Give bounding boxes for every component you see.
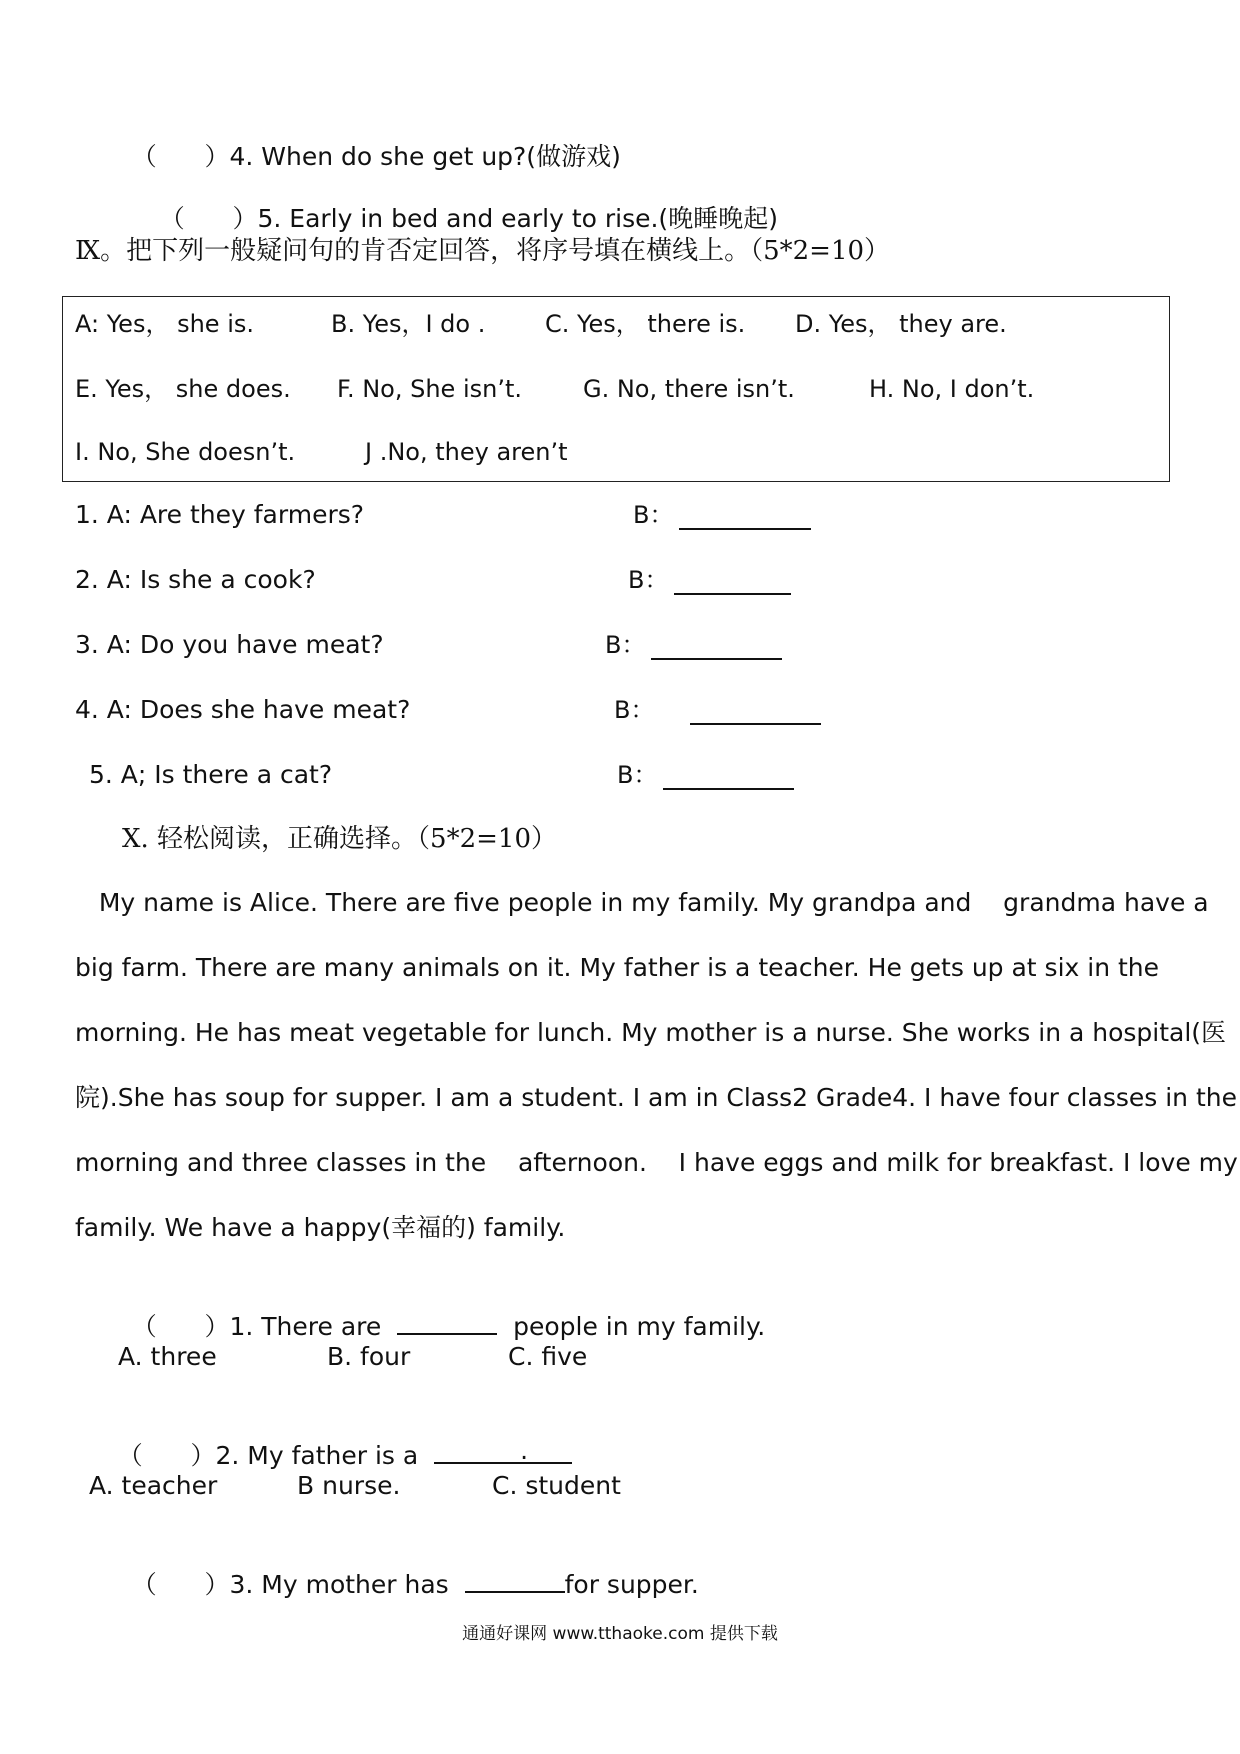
- option-c: C. Yes， there is.: [545, 310, 746, 338]
- option-g: G. No, there isn’t.: [583, 375, 795, 403]
- qa-b-label-2: B：: [628, 566, 669, 594]
- answer-paren: （ ）: [159, 204, 258, 233]
- question-text: 4. When do she get up?(做游戏): [229, 142, 621, 171]
- option-e: E. Yes， she does.: [75, 375, 291, 403]
- passage-line: family. We have a happy(幸福的) family.: [75, 1213, 566, 1242]
- fill-blank[interactable]: [465, 1569, 565, 1593]
- q1-option-a: A. three: [118, 1342, 217, 1371]
- question-text: 5. Early in bed and early to rise.(晚睡晚起): [257, 204, 778, 233]
- qa-answer-line-4[interactable]: [690, 723, 821, 725]
- passage-line: big farm. There are many animals on it. My father is a teacher. He gets up at six in the: [75, 953, 1160, 982]
- q1-option-c: C. five: [508, 1342, 588, 1371]
- fill-blank[interactable]: [397, 1311, 497, 1335]
- option-f: F. No, She isn’t.: [337, 375, 522, 403]
- page-footer: 通通好课网 www.tthaoke.com 提供下载: [462, 1624, 778, 1644]
- question-suffix: for supper.: [564, 1570, 699, 1599]
- qa-question-1: 1. A: Are they farmers?: [75, 500, 365, 529]
- fill-blank[interactable]: [434, 1436, 572, 1465]
- question-prefix: 3. My mother has: [229, 1570, 449, 1599]
- answer-paren: （ ）: [117, 1441, 216, 1470]
- option-d: D. Yes， they are.: [795, 310, 1007, 338]
- question-suffix: people in my family.: [513, 1312, 766, 1341]
- qa-answer-line-1[interactable]: [679, 528, 811, 530]
- question-prefix: 2. My father is a: [215, 1441, 419, 1470]
- passage-line: My name is Alice. There are five people in my family. My grandpa and grandma have a: [75, 888, 1209, 917]
- passage-line: morning and three classes in the afternoon. I have eggs and milk for breakfast. I love my: [75, 1148, 1238, 1177]
- qa-question-3: 3. A: Do you have meat?: [75, 630, 384, 659]
- question-prefix: 1. There are: [229, 1312, 382, 1341]
- qa-question-4: 4. A: Does she have meat?: [75, 695, 411, 724]
- section-9-title: Ⅸ。把下列一般疑问句的肯否定回答，将序号填在横线上。（5*2=10）: [75, 236, 891, 266]
- option-b: B. Yes，I do .: [331, 310, 486, 338]
- qa-question-5: 5. A; Is there a cat?: [89, 760, 333, 789]
- option-i: I. No, She doesn’t.: [75, 438, 296, 466]
- passage-line: morning. He has meat vegetable for lunch. My mother is a nurse. She works in a hospital(医: [75, 1018, 1227, 1047]
- qa-answer-line-2[interactable]: [674, 593, 791, 595]
- answer-options-box: [62, 296, 1170, 482]
- qa-answer-line-5[interactable]: [663, 788, 794, 790]
- answer-paren: （ ）: [131, 1570, 230, 1599]
- qa-question-2: 2. A: Is she a cook?: [75, 565, 316, 594]
- answer-paren: （ ）: [131, 1312, 230, 1341]
- q2-option-c: C. student: [492, 1471, 621, 1500]
- answer-paren: （ ）: [131, 142, 230, 171]
- qa-b-label-5: B：: [617, 761, 658, 789]
- reading-question-3: [100, 1534, 699, 1636]
- reading-passage: [75, 870, 1238, 1260]
- qa-b-label-4: B：: [614, 696, 655, 724]
- qa-b-label-3: B：: [605, 631, 646, 659]
- qa-b-label-1: B：: [633, 501, 674, 529]
- qa-answer-line-3[interactable]: [651, 658, 782, 660]
- q2-option-a: A. teacher: [89, 1471, 218, 1500]
- option-h: H. No, I don’t.: [869, 375, 1035, 403]
- option-a: A: Yes， she is.: [75, 310, 254, 338]
- option-j: J .No, they aren’t: [365, 438, 568, 466]
- blank-period: .: [520, 1436, 529, 1465]
- passage-line: 院).She has soup for supper. I am a student. I am in Class2 Grade4. I have four classes in the: [75, 1083, 1237, 1112]
- section-10-title: Ⅹ. 轻松阅读，正确选择。（5*2=10）: [122, 824, 557, 854]
- q1-option-b: B. four: [327, 1342, 411, 1371]
- q2-option-b: B nurse.: [297, 1471, 401, 1500]
